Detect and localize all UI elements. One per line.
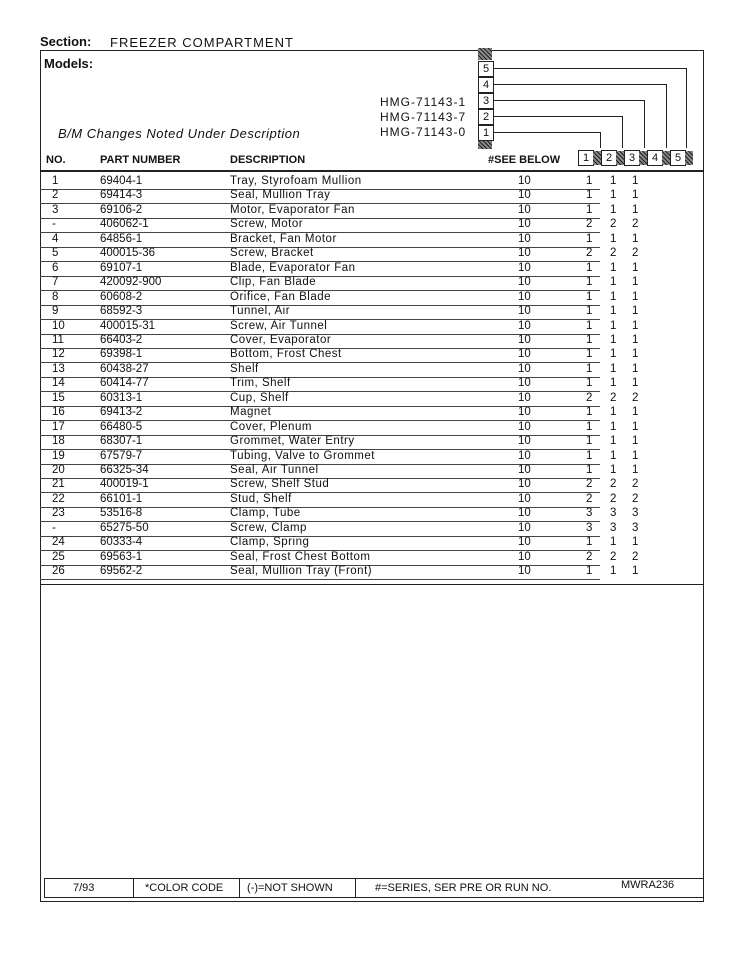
table-row xyxy=(40,449,639,464)
description-cell: Shelf xyxy=(230,362,259,375)
table-row xyxy=(40,406,639,420)
qty-col2-cell: 2 xyxy=(610,391,617,404)
qty-col3-cell: 1 xyxy=(632,362,639,375)
see-below-cell: 10 xyxy=(518,261,531,274)
footer-not-shown: (-)=NOT SHOWN xyxy=(247,882,333,894)
qty-col2-cell: 1 xyxy=(610,189,617,202)
see-below-cell: 10 xyxy=(518,305,531,318)
qty-col1-cell: 1 xyxy=(586,565,593,578)
description-cell: Stud, Shelf xyxy=(230,492,292,505)
see-below-cell: 10 xyxy=(518,464,531,476)
header-description: DESCRIPTION xyxy=(230,154,306,166)
part-no-cell: - xyxy=(52,521,56,534)
description-cell: Screw, Air Tunnel xyxy=(230,319,328,332)
table-row xyxy=(40,435,639,449)
header-see-below: #SEE BELOW xyxy=(488,154,561,166)
qty-col3-cell: 3 xyxy=(632,507,639,520)
qty-col3-cell: 1 xyxy=(632,406,639,419)
see-below-cell: 10 xyxy=(518,348,531,361)
leader-3-drop xyxy=(644,100,645,148)
qty-col3-cell: 1 xyxy=(632,305,639,318)
qty-col2-cell: 1 xyxy=(610,261,617,274)
leader-1 xyxy=(494,132,600,133)
qty-col1-cell: 1 xyxy=(586,348,593,361)
section-value: FREEZER COMPARTMENT xyxy=(110,35,294,50)
col-box-4: 4 xyxy=(647,150,663,166)
see-below-cell: 10 xyxy=(518,362,531,375)
table-row xyxy=(40,189,639,203)
table-row xyxy=(40,247,639,261)
part-number-cell: 60608-2 xyxy=(100,290,143,303)
table-row xyxy=(40,478,639,492)
see-below-cell: 10 xyxy=(518,203,531,216)
qty-col1-cell: 1 xyxy=(586,333,593,346)
description-cell: Blade, Evaporator Fan xyxy=(230,261,356,274)
col-box-5: 5 xyxy=(670,150,686,166)
bm-note: B/M Changes Noted Under Description xyxy=(58,126,301,141)
col-hatch-1 xyxy=(593,151,601,165)
qty-col2-cell: 1 xyxy=(610,319,617,332)
qty-col1-cell: 2 xyxy=(586,391,593,404)
qty-col2-cell: 1 xyxy=(610,377,617,390)
leader-5-drop xyxy=(686,68,687,148)
part-no-cell: 18 xyxy=(52,435,65,448)
see-below-cell: 10 xyxy=(518,550,531,563)
see-below-cell: 10 xyxy=(518,189,531,202)
qty-col1-cell: 1 xyxy=(586,406,593,419)
qty-col3-cell: 1 xyxy=(632,276,639,289)
part-no-cell: 7 xyxy=(52,276,59,289)
qty-col3-cell: 1 xyxy=(632,377,639,390)
qty-col3-cell: 1 xyxy=(632,319,639,332)
table-row xyxy=(40,492,639,507)
qty-col1-cell: 1 xyxy=(586,319,593,332)
qty-col3-cell: 1 xyxy=(632,435,639,448)
qty-col1-cell: 1 xyxy=(586,464,593,476)
part-no-cell: 15 xyxy=(52,391,65,404)
part-no-cell: 9 xyxy=(52,305,59,318)
footer-divider xyxy=(239,879,240,897)
see-below-cell: 10 xyxy=(518,420,531,433)
qty-col2-cell: 2 xyxy=(610,492,617,505)
table-row xyxy=(40,536,639,550)
part-number-cell: 66325-34 xyxy=(100,464,149,476)
qty-col2-cell: 1 xyxy=(610,536,617,549)
see-below-cell: 10 xyxy=(518,319,531,332)
description-cell: Tubing, Valve to Grommet xyxy=(230,449,375,462)
table-row xyxy=(40,565,639,579)
part-number-cell: 420092-900 xyxy=(100,276,162,289)
leader-4-drop xyxy=(666,84,667,148)
see-below-cell: 10 xyxy=(518,290,531,303)
part-no-cell: 14 xyxy=(52,377,65,390)
see-below-cell: 10 xyxy=(518,175,531,187)
qty-col3-cell: 2 xyxy=(632,391,639,404)
qty-col1-cell: 2 xyxy=(586,218,593,231)
description-cell: Grommet, Water Entry xyxy=(230,435,355,448)
leader-3 xyxy=(494,100,644,101)
description-cell: Orifice, Fan Blade xyxy=(230,290,332,303)
see-below-cell: 10 xyxy=(518,521,531,534)
part-no-cell: 12 xyxy=(52,348,65,361)
models-label: Models: xyxy=(44,56,94,71)
table-row xyxy=(40,319,639,334)
qty-col2-cell: 1 xyxy=(610,464,617,476)
table-row xyxy=(40,203,639,218)
table-row xyxy=(40,218,639,232)
see-below-cell: 10 xyxy=(518,507,531,520)
col-box-3: 3 xyxy=(624,150,640,166)
part-no-cell: 13 xyxy=(52,362,65,375)
description-cell: Clamp, Spring xyxy=(230,536,310,549)
table-row xyxy=(40,305,639,319)
qty-col2-cell: 2 xyxy=(610,550,617,563)
qty-col3-cell: 1 xyxy=(632,189,639,202)
description-cell: Clip, Fan Blade xyxy=(230,276,317,289)
part-number-cell: 69404-1 xyxy=(100,175,143,187)
qty-col3-cell: 1 xyxy=(632,536,639,549)
qty-col2-cell: 1 xyxy=(610,565,617,578)
stack-box-3: 3 xyxy=(478,93,494,109)
table-row xyxy=(40,276,639,290)
part-no-cell: 25 xyxy=(52,550,65,563)
qty-col2-cell: 1 xyxy=(610,232,617,245)
part-number-cell: 69563-1 xyxy=(100,550,143,563)
stack-hatch-top xyxy=(478,48,492,60)
section-label: Section: xyxy=(40,34,92,49)
description-cell: Seal, Mullion Tray xyxy=(230,189,331,202)
qty-col3-cell: 2 xyxy=(632,478,639,491)
qty-col3-cell: 1 xyxy=(632,333,639,346)
description-cell: Cover, Plenum xyxy=(230,420,312,433)
qty-col1-cell: 3 xyxy=(586,507,593,520)
stack-box-2: 2 xyxy=(478,109,494,125)
table-row xyxy=(40,550,639,565)
description-cell: Cup, Shelf xyxy=(230,391,289,404)
description-cell: Seal, Air Tunnel xyxy=(230,464,319,476)
description-cell: Screw, Bracket xyxy=(230,247,314,260)
qty-col2-cell: 1 xyxy=(610,420,617,433)
header-no: NO. xyxy=(46,154,66,166)
part-number-cell: 69413-2 xyxy=(100,406,143,419)
qty-col2-cell: 1 xyxy=(610,290,617,303)
col-hatch-5 xyxy=(685,151,693,165)
stack-hatch-bottom xyxy=(478,141,492,149)
qty-col1-cell: 1 xyxy=(586,290,593,303)
see-below-cell: 10 xyxy=(518,565,531,578)
qty-col1-cell: 2 xyxy=(586,492,593,505)
see-below-cell: 10 xyxy=(518,276,531,289)
description-cell: Clamp, Tube xyxy=(230,507,301,520)
part-number-cell: 400019-1 xyxy=(100,478,149,491)
qty-col1-cell: 1 xyxy=(586,420,593,433)
part-no-cell: 10 xyxy=(52,319,65,332)
part-no-cell: 2 xyxy=(52,189,59,202)
see-below-cell: 10 xyxy=(518,478,531,491)
description-cell: Cover, Evaporator xyxy=(230,333,332,346)
table-row xyxy=(40,420,639,435)
qty-col2-cell: 1 xyxy=(610,348,617,361)
see-below-cell: 10 xyxy=(518,333,531,346)
see-below-cell: 10 xyxy=(518,492,531,505)
table-row xyxy=(40,348,639,362)
qty-col1-cell: 1 xyxy=(586,449,593,462)
table-row xyxy=(40,290,639,305)
qty-col2-cell: 1 xyxy=(610,406,617,419)
part-no-cell: - xyxy=(52,218,56,231)
part-no-cell: 11 xyxy=(52,333,64,346)
qty-col2-cell: 1 xyxy=(610,276,617,289)
part-number-cell: 60313-1 xyxy=(100,391,143,404)
description-cell: Screw, Shelf Stud xyxy=(230,478,330,491)
footer-divider xyxy=(133,879,134,897)
table-row xyxy=(40,391,639,406)
qty-col2-cell: 2 xyxy=(610,218,617,231)
qty-col3-cell: 1 xyxy=(632,449,639,462)
description-cell: Tunnel, Air xyxy=(230,305,291,318)
part-number-cell: 68592-3 xyxy=(100,305,143,318)
model-code-1: HMG-71143-1 xyxy=(380,95,467,109)
description-cell: Trim, Shelf xyxy=(230,377,291,390)
qty-col2-cell: 3 xyxy=(610,507,617,520)
part-number-cell: 64856-1 xyxy=(100,232,143,245)
leader-2-drop xyxy=(622,116,623,148)
qty-col3-cell: 1 xyxy=(632,348,639,361)
description-cell: Seal, Frost Chest Bottom xyxy=(230,550,371,563)
part-no-cell: 8 xyxy=(52,290,59,303)
qty-col3-cell: 1 xyxy=(632,203,639,216)
qty-col3-cell: 1 xyxy=(632,420,639,433)
part-number-cell: 53516-8 xyxy=(100,507,143,520)
col-hatch-2 xyxy=(616,151,624,165)
table-row xyxy=(40,261,639,276)
part-number-cell: 66403-2 xyxy=(100,333,143,346)
part-no-cell: 17 xyxy=(52,420,65,433)
model-code-2: HMG-71143-7 xyxy=(380,110,467,124)
qty-col3-cell: 1 xyxy=(632,232,639,245)
description-cell: Seal, Mullion Tray (Front) xyxy=(230,565,373,578)
part-number-cell: 406062-1 xyxy=(100,218,149,231)
qty-col3-cell: 2 xyxy=(632,550,639,563)
qty-col1-cell: 2 xyxy=(586,247,593,260)
part-no-cell: 4 xyxy=(52,232,59,245)
model-code-3: HMG-71143-0 xyxy=(380,125,467,139)
qty-col2-cell: 2 xyxy=(610,247,617,260)
qty-col1-cell: 1 xyxy=(586,435,593,448)
part-no-cell: 5 xyxy=(52,247,59,260)
qty-col3-cell: 1 xyxy=(632,261,639,274)
qty-col2-cell: 1 xyxy=(610,449,617,462)
see-below-cell: 10 xyxy=(518,536,531,549)
qty-col1-cell: 1 xyxy=(586,175,593,187)
part-no-cell: 24 xyxy=(52,536,65,549)
col-hatch-3 xyxy=(639,151,647,165)
row-underline xyxy=(40,579,600,580)
qty-col1-cell: 1 xyxy=(586,232,593,245)
qty-col1-cell: 1 xyxy=(586,261,593,274)
see-below-cell: 10 xyxy=(518,449,531,462)
header-part-number: PART NUMBER xyxy=(100,154,181,166)
part-no-cell: 16 xyxy=(52,406,65,419)
qty-col2-cell: 1 xyxy=(610,305,617,318)
leader-2 xyxy=(494,116,622,117)
header-rule xyxy=(40,170,704,172)
see-below-cell: 10 xyxy=(518,232,531,245)
qty-col3-cell: 2 xyxy=(632,247,639,260)
qty-col1-cell: 2 xyxy=(586,550,593,563)
qty-col2-cell: 2 xyxy=(610,478,617,491)
list-end-rule xyxy=(40,584,704,585)
qty-col1-cell: 1 xyxy=(586,276,593,289)
description-cell: Magnet xyxy=(230,406,272,419)
table-row xyxy=(40,521,639,536)
stack-box-5: 5 xyxy=(478,61,494,77)
part-number-cell: 69562-2 xyxy=(100,565,143,578)
footer-divider xyxy=(355,879,356,897)
description-cell: Screw, Clamp xyxy=(230,521,307,534)
footer-doc-number: MWRA236 xyxy=(621,879,675,891)
qty-col2-cell: 1 xyxy=(610,333,617,346)
part-number-cell: 60438-27 xyxy=(100,362,149,375)
table-row xyxy=(40,333,639,348)
leader-5 xyxy=(494,68,686,69)
description-cell: Tray, Styrofoam Mullion xyxy=(230,175,362,187)
qty-col1-cell: 1 xyxy=(586,305,593,318)
part-number-cell: 60414-77 xyxy=(100,377,149,390)
qty-col3-cell: 1 xyxy=(632,565,639,578)
part-number-cell: 66101-1 xyxy=(100,492,143,505)
part-number-cell: 69398-1 xyxy=(100,348,143,361)
footer-date: 7/93 xyxy=(73,882,95,894)
qty-col2-cell: 1 xyxy=(610,203,617,216)
qty-col2-cell: 1 xyxy=(610,175,617,187)
table-row xyxy=(40,362,639,377)
description-cell: Motor, Evaporator Fan xyxy=(230,203,355,216)
stack-box-1: 1 xyxy=(478,125,494,141)
footer-color-code: *COLOR CODE xyxy=(145,882,224,894)
part-number-cell: 400015-36 xyxy=(100,247,155,260)
description-cell: Bottom, Frost Chest xyxy=(230,348,342,361)
description-cell: Screw, Motor xyxy=(230,218,304,231)
part-number-cell: 60333-4 xyxy=(100,536,143,549)
leader-4 xyxy=(494,84,666,85)
qty-col1-cell: 1 xyxy=(586,362,593,375)
part-no-cell: 20 xyxy=(52,464,65,476)
footer-series: #=SERIES, SER PRE OR RUN NO. xyxy=(375,882,552,894)
part-number-cell: 400015-31 xyxy=(100,319,155,332)
see-below-cell: 10 xyxy=(518,247,531,260)
part-number-cell: 69107-1 xyxy=(100,261,143,274)
part-no-cell: 1 xyxy=(52,175,59,187)
see-below-cell: 10 xyxy=(518,218,531,231)
footer xyxy=(44,878,704,898)
qty-col3-cell: 2 xyxy=(632,492,639,505)
qty-col1-cell: 1 xyxy=(586,377,593,390)
part-no-cell: 21 xyxy=(52,478,65,491)
part-number-cell: 69106-2 xyxy=(100,203,143,216)
col-box-2: 2 xyxy=(601,150,617,166)
see-below-cell: 10 xyxy=(518,391,531,404)
stack-box-4: 4 xyxy=(478,77,494,93)
table-row xyxy=(40,507,639,521)
table-row xyxy=(40,175,639,189)
qty-col3-cell: 2 xyxy=(632,218,639,231)
part-number-cell: 67579-7 xyxy=(100,449,143,462)
see-below-cell: 10 xyxy=(518,435,531,448)
part-number-cell: 66480-5 xyxy=(100,420,143,433)
qty-col1-cell: 2 xyxy=(586,478,593,491)
part-no-cell: 22 xyxy=(52,492,65,505)
qty-col2-cell: 1 xyxy=(610,362,617,375)
part-number-cell: 68307-1 xyxy=(100,435,143,448)
qty-col1-cell: 1 xyxy=(586,189,593,202)
table-row xyxy=(40,232,639,247)
table-row xyxy=(40,377,639,391)
see-below-cell: 10 xyxy=(518,406,531,419)
table-row xyxy=(40,464,639,478)
leader-1-drop xyxy=(600,132,601,148)
qty-col3-cell: 1 xyxy=(632,290,639,303)
part-no-cell: 23 xyxy=(52,507,65,520)
description-cell: Bracket, Fan Motor xyxy=(230,232,337,245)
qty-col2-cell: 1 xyxy=(610,435,617,448)
see-below-cell: 10 xyxy=(518,377,531,390)
qty-col3-cell: 1 xyxy=(632,464,639,476)
part-number-cell: 65275-50 xyxy=(100,521,149,534)
qty-col3-cell: 3 xyxy=(632,521,639,534)
qty-col2-cell: 3 xyxy=(610,521,617,534)
qty-col1-cell: 3 xyxy=(586,521,593,534)
col-hatch-4 xyxy=(662,151,670,165)
part-no-cell: 19 xyxy=(52,449,65,462)
qty-col1-cell: 1 xyxy=(586,536,593,549)
part-no-cell: 6 xyxy=(52,261,59,274)
part-number-cell: 69414-3 xyxy=(100,189,143,202)
qty-col3-cell: 1 xyxy=(632,175,639,187)
qty-col1-cell: 1 xyxy=(586,203,593,216)
part-no-cell: 3 xyxy=(52,203,59,216)
part-no-cell: 26 xyxy=(52,565,65,578)
col-box-1: 1 xyxy=(578,150,594,166)
